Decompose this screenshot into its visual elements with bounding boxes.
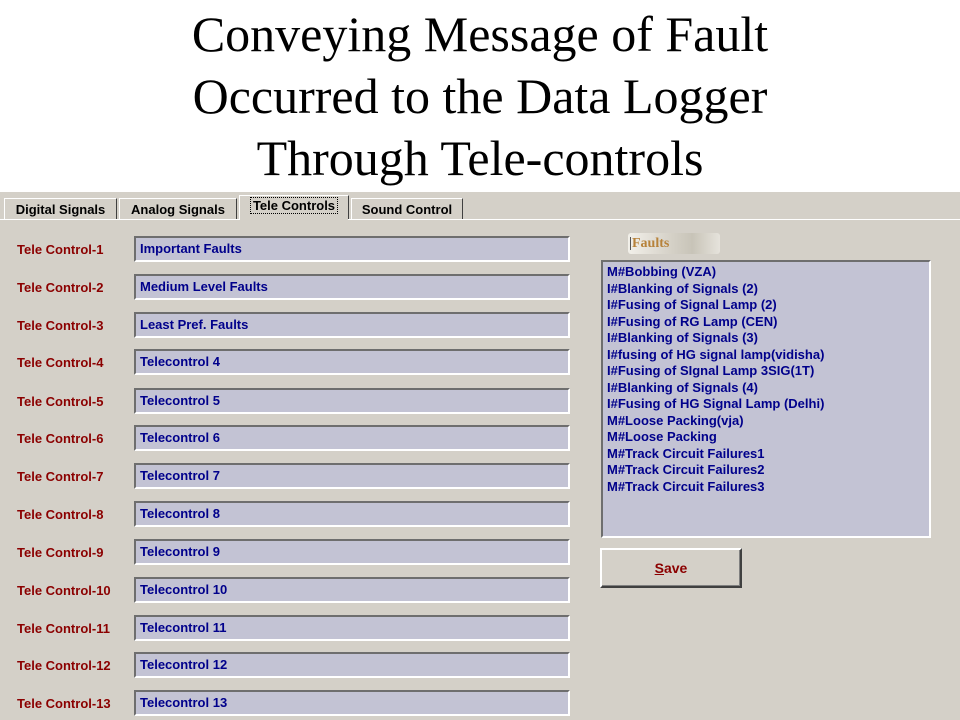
tele-control-row: [0, 615, 580, 645]
save-button[interactable]: [600, 548, 742, 588]
tele-control-field[interactable]: Telecontrol 9: [134, 539, 570, 565]
tele-control-label: Tele Control-10: [17, 583, 111, 598]
list-item[interactable]: M#Loose Packing(vja): [607, 412, 744, 428]
list-item[interactable]: I#Fusing of HG Signal Lamp (Delhi): [607, 396, 825, 411]
list-item[interactable]: I#Fusing of SIgnal Lamp 3SIG(1T): [607, 363, 815, 378]
tele-control-row: [0, 312, 580, 342]
list-item[interactable]: M#Bobbing (VZA): [607, 264, 717, 279]
tele-control-label: Tele Control-9: [17, 545, 104, 560]
tele-control-label: Tele Control-13: [17, 696, 111, 711]
tele-control-field[interactable]: Telecontrol 12: [134, 652, 570, 678]
tele-control-label: Tele Control-2: [17, 280, 104, 295]
tele-control-row: [0, 425, 580, 455]
tele-control-field[interactable]: Least Pref. Faults: [134, 312, 570, 338]
list-item[interactable]: I#Blanking of Signals (4): [607, 379, 758, 395]
list-item[interactable]: I#Blanking of Signals (2): [607, 280, 758, 296]
list-item[interactable]: M#Track Circuit Failures3: [607, 478, 765, 494]
tele-control-row: [0, 501, 580, 531]
tele-control-label: Tele Control-1: [17, 242, 104, 257]
tele-control-field[interactable]: Telecontrol 6: [134, 425, 570, 451]
tele-control-row: [0, 274, 580, 304]
slide-title-line-3: Through Tele-controls: [256, 130, 704, 186]
list-item[interactable]: I#Blanking of Signals (3): [607, 330, 758, 345]
tele-control-row: [0, 388, 580, 418]
tele-control-label: Tele Control-12: [17, 658, 111, 673]
tele-control-field[interactable]: Telecontrol 13: [134, 690, 570, 716]
tele-control-row: [0, 236, 580, 266]
tele-control-row: [0, 652, 580, 682]
tele-control-row: [0, 577, 580, 607]
tele-control-field[interactable]: Medium Level Faults: [134, 274, 570, 300]
list-item[interactable]: M#Track Circuit Failures2: [607, 462, 765, 477]
list-item[interactable]: I#fusing of HG signal lamp(vidisha): [607, 346, 825, 362]
tele-control-field[interactable]: Telecontrol 5: [134, 388, 570, 414]
tab-analog-signals[interactable]: Analog Signals: [119, 198, 237, 219]
tele-control-row: [0, 463, 580, 493]
tab-bar: [0, 195, 960, 221]
tele-control-field[interactable]: Telecontrol 11: [134, 615, 570, 641]
tele-control-label: Tele Control-11: [17, 621, 110, 636]
list-item[interactable]: I#Fusing of RG Lamp (CEN): [607, 313, 778, 329]
tab-divider: [0, 219, 960, 220]
tab-digital-signals[interactable]: Digital Signals: [4, 198, 117, 219]
tele-control-field[interactable]: Telecontrol 10: [134, 577, 570, 603]
tele-control-label: Tele Control-6: [17, 431, 104, 446]
list-item[interactable]: M#Track Circuit Failures1: [607, 445, 765, 461]
faults-label: Faults: [628, 233, 720, 254]
save-mnemonic: S: [654, 560, 664, 576]
tele-control-label: Tele Control-4: [17, 355, 104, 370]
tele-control-field[interactable]: Telecontrol 7: [134, 463, 570, 489]
tele-control-field[interactable]: Telecontrol 4: [134, 349, 570, 375]
faults-listbox[interactable]: [601, 260, 931, 538]
tele-control-field[interactable]: Telecontrol 8: [134, 501, 570, 527]
data-logger-window: [0, 192, 960, 720]
tele-control-row: [0, 349, 580, 379]
slide-title-line-1: Conveying Message of Fault: [191, 6, 769, 62]
tele-control-label: Tele Control-7: [17, 469, 104, 484]
list-item[interactable]: M#Loose Packing: [607, 429, 717, 444]
tele-control-label: Tele Control-3: [17, 318, 104, 333]
tab-tele-controls[interactable]: Tele Controls: [239, 195, 349, 219]
slide-title-line-2: Occurred to the Data Logger: [192, 68, 768, 124]
tab-sound-control[interactable]: Sound Control: [351, 198, 463, 219]
save-label: ave: [663, 560, 688, 576]
tele-control-label: Tele Control-8: [17, 507, 104, 522]
list-item[interactable]: I#Fusing of Signal Lamp (2): [607, 297, 777, 312]
tele-control-row: [0, 690, 580, 720]
tele-control-label: Tele Control-5: [17, 394, 104, 409]
tele-control-row: [0, 539, 580, 569]
slide-title: [0, 0, 960, 192]
tele-control-field[interactable]: Important Faults: [134, 236, 570, 262]
